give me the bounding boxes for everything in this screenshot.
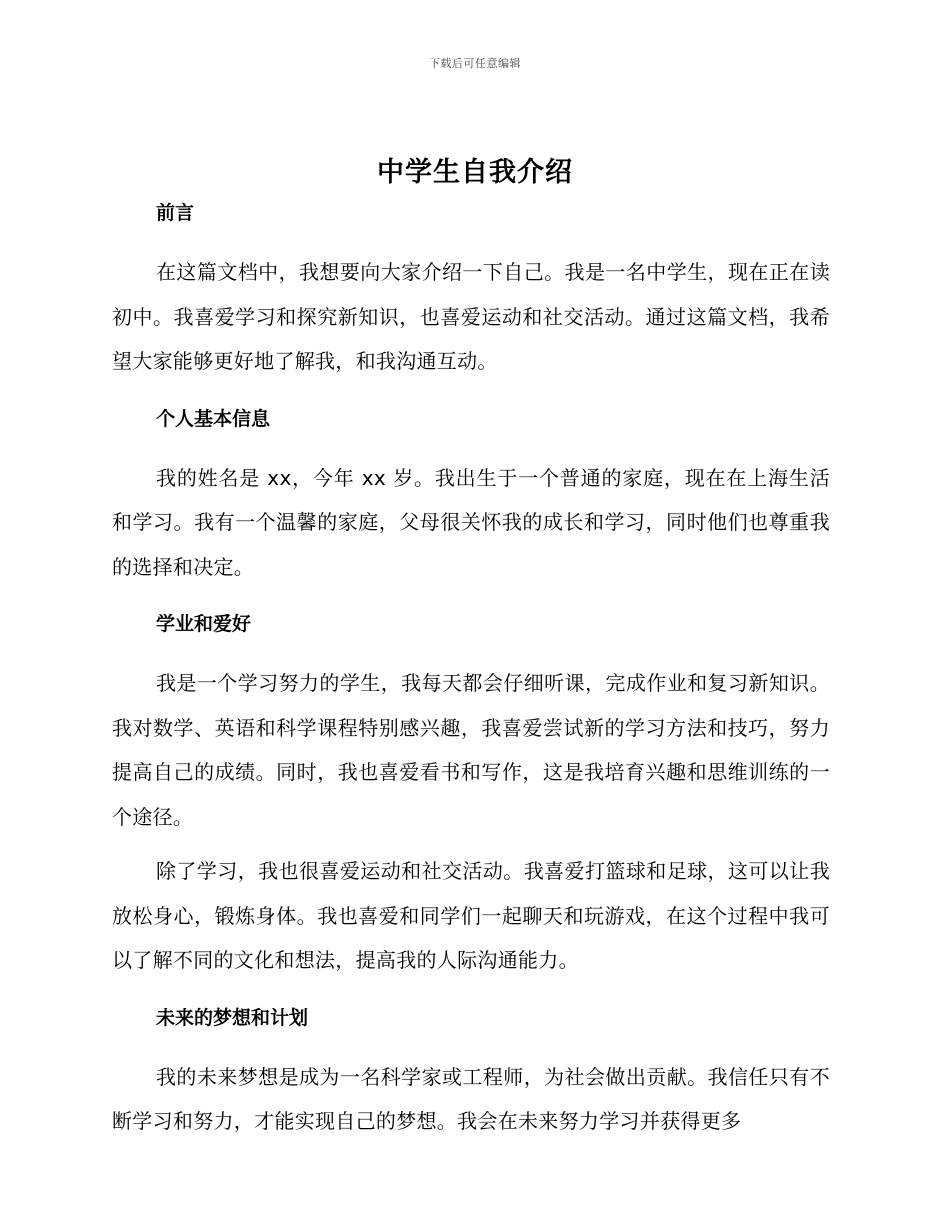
section-heading-study-hobbies: 学业和爱好 [156, 613, 252, 635]
section-heading-preface: 前言 [156, 202, 195, 224]
paragraph-study: 我是一个学习努力的学生，我每天都会仔细听课，完成作业和复习新知识。我对数学、英语和科学课程特别感兴趣，我喜爱尝试新的学习方法和技巧，努力提高自己的成绩。同时，我也喜爱看书和写作，这是我培育兴趣和思维训练的一个途径。 [112, 671, 830, 829]
paragraph-hobbies: 除了学习，我也很喜爱运动和社交活动。我喜爱打篮球和足球，这可以让我放松身心，锻炼身体。我也喜爱和同学们一起聊天和玩游戏，在这个过程中我可以了解不同的文化和想法，提高我的人际沟通能力。 [112, 859, 830, 972]
paragraph-future-plans: 我的未来梦想是成为一名科学家或工程师，为社会做出贡献。我信任只有不断学习和努力，才能实现自己的梦想。我会在未来努力学习并获得更多 [112, 1064, 830, 1133]
header-note: 下载后可任意编辑 [429, 57, 521, 70]
document-body [112, 196, 830, 1144]
section-heading-future-plans: 未来的梦想和计划 [156, 1006, 309, 1029]
paragraph-basic-info: 我的姓名是 xx，今年 xx 岁。我出生于一个普通的家庭，现在在上海生活和学习。我有一个温馨的家庭，父母很关怀我的成长和学习，同时他们也尊重我的选择和决定。 [112, 465, 830, 579]
document-title: 中学生自我介绍 [377, 157, 573, 188]
section-heading-basic-info: 个人基本信息 [156, 407, 271, 430]
paragraph-preface: 在这篇文档中，我想要向大家介绍一下自己。我是一名中学生，现在正在读初中。我喜爱学习和探究新知识，也喜爱运动和社交活动。通过这篇文档，我希望大家能够更好地了解我，和我沟通互动。 [112, 260, 830, 373]
